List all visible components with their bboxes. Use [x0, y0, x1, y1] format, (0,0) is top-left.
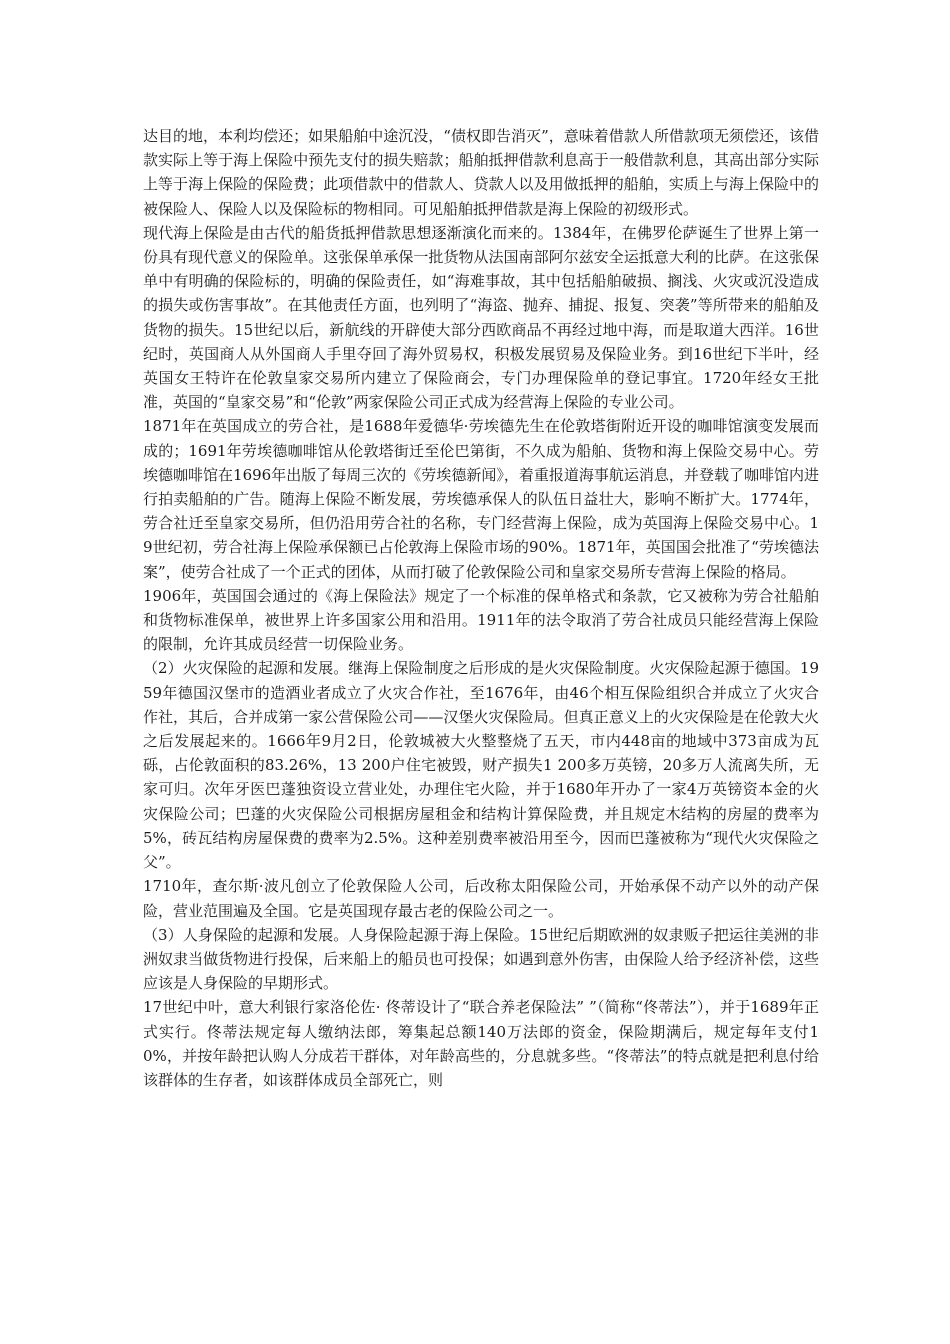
paragraph-1: 达目的地，本利均偿还；如果船舶中途沉没，“债权即告消灭”，意味着借款人所借款项无须偿还，该借款实际上等于海上保险中预先支付的损失赔款；船舶抵押借款利息高于一般借款利息，其高出部分实际上等于海上保险的保险费；此项借款中的借款人、贷款人以及用做抵押的船舶，实质上与海上保险中的被保险人、保险人以及保险标的物相同。可见船舶抵押借款是海上保险的初级形式。 — [143, 127, 819, 218]
paragraph-5: （2）火灾保险的起源和发展。继海上保险制度之后形成的是火灾保险制度。火灾保险起源于德国。1959年德国汉堡市的造酒业者成立了火灾合作社，至1676年，由46个相互保险组织合并成立了火灾合作社，其后，合并成第一家公营保险公司——汉堡火灾保险局。但真正意义上的火灾保险是在伦敦大火之后发展起来的。1666年9月2日，伦敦城被大火整整烧了五天，市内448亩的地域中373亩成为瓦砾，占伦敦面积的83.26%，13 200户住宅被毁，财产损失1 200多万英镑，20多万人流离失所，无家可归。次年牙医巴蓬独资设立营业处，办理住宅火险，并于1680年开办了一家4万英镑资本金的火灾保险公司；巴蓬的火灾保险公司根据房屋租金和结构计算保险费，并且规定木结构的房屋的费率为5%，砖瓦结构房屋保费的费率为2.5%。这种差别费率被沿用至今，因而巴蓬被称为“现代火灾保险之父”。 — [143, 659, 819, 872]
paragraph-8: 17世纪中叶，意大利银行家洛伦佐· 佟蒂设计了“联合养老保险法” ”（简称“佟蒂法”），并于1689年正式实行。佟蒂法规定每人缴纳法郎，筹集起总额140万法郎的资金，保险期满后，规定每年支付10%，并按年龄把认购人分成若干群体，对年龄高些的，分息就多些。“佟蒂法”的特点就是把利息付给该群体的生存者，如该群体成员全部死亡，则 — [143, 998, 819, 1089]
paragraph-3: 1871年在英国成立的劳合社，是1688年爱德华·劳埃德先生在伦敦塔街附近开设的咖啡馆演变发展而成的；1691年劳埃德咖啡馆从伦敦塔街迁至伦巴第街，不久成为船舶、货物和海上保险交易中心。劳埃德咖啡馆在1696年出版了每周三次的《劳埃德新闻》，着重报道海事航运消息，并登载了咖啡馆内进行拍卖船舶的广告。随海上保险不断发展，劳埃德承保人的队伍日益壮大，影响不断扩大。1774年，劳合社迁至皇家交易所，但仍沿用劳合社的名称，专门经营海上保险，成为英国海上保险交易中心。19世纪初，劳合社海上保险承保额已占伦敦海上保险市场的90%。1871年，英国国会批准了“劳埃德法案”，使劳合社成了一个正式的团体，从而打破了伦敦保险公司和皇家交易所专营海上保险的格局。 — [143, 417, 819, 581]
paragraph-4: 1906年，英国国会通过的《海上保险法》规定了一个标准的保单格式和条款，它又被称为劳合社船舶和货物标准保单，被世界上许多国家公用和沿用。1911年的法令取消了劳合社成员只能经营海上保险的限制，允许其成员经营一切保险业务。 — [143, 586, 819, 654]
paragraph-2: 现代海上保险是由古代的船货抵押借款思想逐渐演化而来的。1384年，在佛罗伦萨诞生了世界上第一份具有现代意义的保险单。这张保单承保一批货物从法国南部阿尔兹安全运抵意大利的比萨。在这张保单中有明确的保险标的，明确的保险责任，如“海难事故，其中包括船舶破损、搁浅、火灾或沉没造成的损失或伤害事故”。在其他责任方面，也列明了“海盗、抛弃、捕捉、报复、突袭”等所带来的船舶及货物的损失。15世纪以后，新航线的开辟使大部分西欧商品不再经过地中海，而是取道大西洋。16世纪时，英国商人从外国商人手里夺回了海外贸易权，积极发展贸易及保险业务。到16世纪下半叶，经英国女王特许在伦敦皇家交易所内建立了保险商会，专门办理保险单的登记事宜。1720年经女王批准，英国的“皇家交易”和“伦敦”两家保险公司正式成为经营海上保险的专业公司。 — [143, 223, 819, 412]
document-body — [143, 124, 819, 1092]
paragraph-7: （3）人身保险的起源和发展。人身保险起源于海上保险。15世纪后期欧洲的奴隶贩子把运往美洲的非洲奴隶当做货物进行投保，后来船上的船员也可投保；如遇到意外伤害，由保险人给予经济补偿，这些应该是人身保险的早期形式。 — [143, 925, 819, 993]
paragraph-6: 1710年，查尔斯·波凡创立了伦敦保险人公司，后改称太阳保险公司，开始承保不动产以外的动产保险，营业范围遍及全国。它是英国现存最古老的保险公司之一。 — [143, 877, 819, 920]
